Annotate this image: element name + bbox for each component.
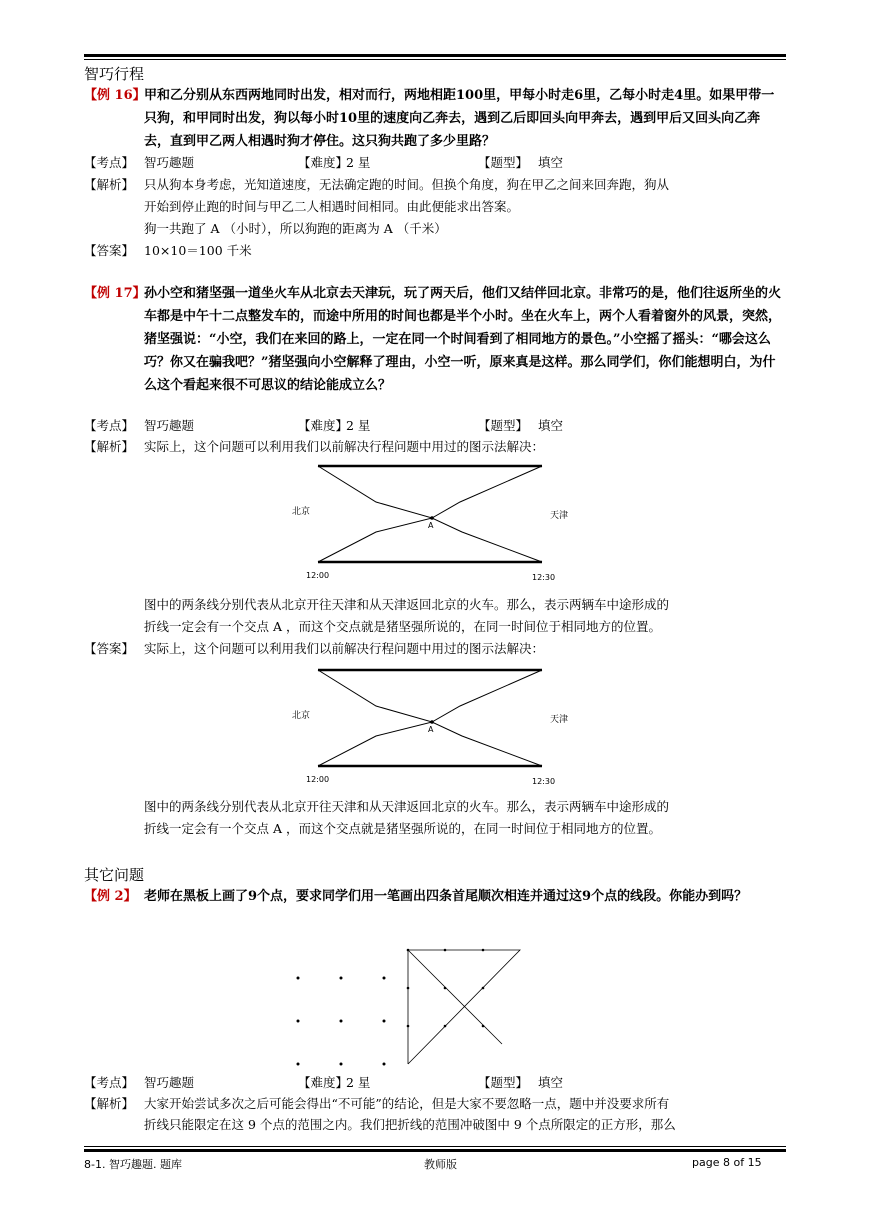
example-17-text: 孙小空和猪坚强一道坐火车从北京去天津玩，玩了两天后，他们又结伴回北京。非常巧的是，他们往返所坐的火车都是中午十二点整发车的，而途中所用的时间也都是半个小时。坐在火车上，两个人看着窗外的风景，突然，猪坚强说：“小空，我们在来回的路上，一定在同一个时间看到了相同地方的景色。”小空摇了摇头：“哪会这么巧？你又在骗我吧？”猪坚强向小空解释了理由，小空一听，原来真是这样。那么同学们，你们能想明白，为什么这个看起来很不可思议的结论能成立么？ bbox=[144, 286, 782, 393]
label-time-end: 12:30 bbox=[532, 777, 556, 786]
example-17-answer bbox=[84, 638, 786, 659]
label-time-end: 12:30 bbox=[532, 573, 556, 582]
example-2-tag: 【例 2】 bbox=[84, 889, 137, 904]
answer-value: 实际上，这个问题可以利用我们以前解决行程问题中用过的图示法解决： bbox=[144, 641, 545, 656]
jiexi-label: 【解析】 bbox=[84, 439, 135, 454]
tixing-label: 【题型】 bbox=[478, 1075, 529, 1090]
tixing-value: 填空 bbox=[538, 1075, 564, 1090]
diagram-desc-2: 折线一定会有一个交点 A ，而这个交点就是猪坚强所说的，在同一时间位于相同地方的位置。 bbox=[144, 619, 661, 634]
nandu-label: 【难度】 bbox=[298, 155, 349, 170]
analysis-line-2: 折线只能限定在这 9 个点的范围之内。我们把折线的范围冲破图中 9 个点所限定的正方形，那么 bbox=[144, 1117, 676, 1132]
daan-label: 【答案】 bbox=[84, 243, 135, 258]
label-time-start: 12:00 bbox=[306, 775, 330, 784]
label-tianjin: 天津 bbox=[550, 511, 569, 521]
label-tianjin: 天津 bbox=[550, 715, 569, 725]
footer-center: 教师版 bbox=[424, 1158, 457, 1171]
daan-label: 【答案】 bbox=[84, 641, 135, 656]
intersection-point bbox=[430, 516, 434, 520]
answer-value: 10×10＝100 千米 bbox=[144, 243, 252, 258]
kaodian-value: 智巧趣题 bbox=[144, 418, 195, 433]
section-title-travel: 智巧行程 bbox=[84, 65, 145, 83]
header-rule-thick bbox=[84, 54, 786, 57]
example-2-problem bbox=[84, 885, 786, 908]
diagram-desc-1: 图中的两条线分别代表从北京开往天津和从天津返回北京的火车。那么，表示两辆车中途形成的 bbox=[144, 597, 670, 612]
train-diagram-2 bbox=[280, 664, 600, 790]
analysis-line: 实际上，这个问题可以利用我们以前解决行程问题中用过的图示法解决： bbox=[144, 439, 545, 454]
example-2-analysis bbox=[84, 1093, 786, 1114]
analysis-line-1: 只从狗本身考虑，光知道速度，无法确定跑的时间。但换个角度，狗在甲乙之间来回奔跑，狗从 bbox=[144, 177, 670, 192]
analysis-line-3: 狗一共跑了 A （小时），所以狗跑的距离为 A （千米） bbox=[144, 221, 447, 236]
example-16-analysis bbox=[84, 174, 786, 195]
footer-left: 8-1. 智巧趣题. 题库 bbox=[84, 1158, 182, 1171]
kaodian-label: 【考点】 bbox=[84, 1075, 135, 1090]
example-2-text: 老师在黑板上画了9个点，要求同学们用一笔画出四条首尾顺次相连并通过这9个点的线段。你能办到吗？ bbox=[144, 889, 748, 904]
kaodian-value: 智巧趣题 bbox=[144, 155, 195, 170]
tixing-label: 【题型】 bbox=[478, 418, 529, 433]
nandu-value: 2 星 bbox=[346, 418, 371, 433]
tixing-value: 填空 bbox=[538, 418, 564, 433]
nine-dots-grid bbox=[297, 977, 386, 1066]
kaodian-label: 【考点】 bbox=[84, 155, 135, 170]
footer-rule-thick bbox=[84, 1149, 786, 1152]
train-line-beijing-tianjin bbox=[318, 670, 542, 722]
example-16-tag: 【例 16】 bbox=[84, 88, 146, 103]
analysis-line-1: 大家开始尝试多次之后可能会得出“不可能”的结论，但是大家不要忽略一点，题中并没要求所有 bbox=[144, 1096, 670, 1111]
kaodian-label: 【考点】 bbox=[84, 418, 135, 433]
nandu-label: 【难度】 bbox=[298, 1075, 349, 1090]
example-17-tag: 【例 17】 bbox=[84, 286, 146, 301]
jiexi-label: 【解析】 bbox=[84, 1096, 135, 1111]
example-17-problem bbox=[84, 282, 786, 397]
footer-rule-thin bbox=[84, 1146, 786, 1147]
nandu-label: 【难度】 bbox=[298, 418, 349, 433]
label-beijing: 北京 bbox=[292, 507, 311, 517]
label-a: A bbox=[428, 521, 434, 530]
header-rule-thin bbox=[84, 59, 786, 60]
footer-page-number: page 8 of 15 bbox=[692, 1156, 762, 1169]
tixing-value: 填空 bbox=[538, 155, 564, 170]
train-line-beijing-tianjin bbox=[318, 466, 542, 518]
intersection-point bbox=[430, 720, 434, 724]
label-beijing: 北京 bbox=[292, 711, 311, 721]
nandu-value: 2 星 bbox=[346, 1075, 371, 1090]
diagram-desc-1b: 图中的两条线分别代表从北京开往天津和从天津返回北京的火车。那么，表示两辆车中途形成的 bbox=[144, 799, 670, 814]
nine-dots-figure bbox=[280, 940, 540, 1070]
example-16-answer bbox=[84, 240, 786, 261]
analysis-line-2: 开始到停止跑的时间与甲乙二人相遇时间相同。由此便能求出答案。 bbox=[144, 199, 520, 214]
tixing-label: 【题型】 bbox=[478, 155, 529, 170]
section-title-other: 其它问题 bbox=[84, 866, 145, 884]
jiexi-label: 【解析】 bbox=[84, 177, 135, 192]
example-16-text: 甲和乙分别从东西两地同时出发，相对而行，两地相距100里，甲每小时走6里，乙每小时走4里。如果甲带一只狗，和甲同时出发，狗以每小时10里的速度向乙奔去，遇到乙后即回头向甲奔去，遇到甲后又回头向乙奔去，直到甲乙两人相遇时狗才停住。这只狗共跑了多少里路？ bbox=[144, 88, 775, 149]
label-a: A bbox=[428, 725, 434, 734]
train-diagram-1 bbox=[280, 460, 600, 586]
example-17-analysis bbox=[84, 436, 786, 457]
solution-lines bbox=[407, 949, 520, 1064]
label-time-start: 12:00 bbox=[306, 571, 330, 580]
kaodian-value: 智巧趣题 bbox=[144, 1075, 195, 1090]
example-16-problem bbox=[84, 84, 786, 153]
diagram-desc-2b: 折线一定会有一个交点 A ，而这个交点就是猪坚强所说的，在同一时间位于相同地方的位置。 bbox=[144, 821, 661, 836]
nandu-value: 2 星 bbox=[346, 155, 371, 170]
